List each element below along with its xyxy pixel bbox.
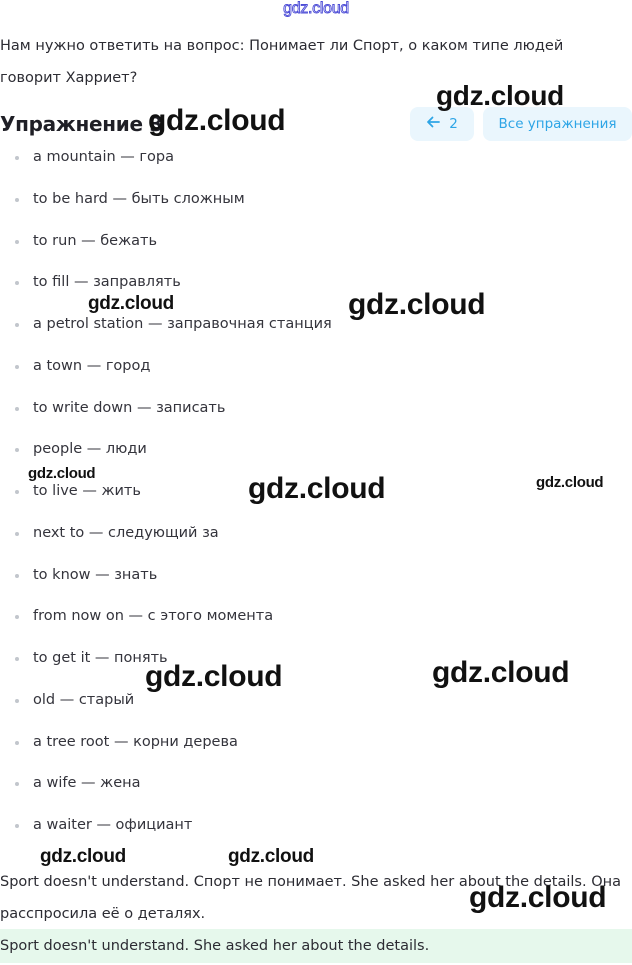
translation-text: Sport doesn't understand. Спорт не понимает. She asked her about the details. Она расспросила её о деталях. <box>0 874 621 922</box>
vocabulary-item: a tree root — корни дерева <box>0 722 600 764</box>
vocabulary-item: to fill — заправлять <box>0 262 600 304</box>
vocabulary-item: to live — жить <box>0 471 600 513</box>
watermark-overlay: gdz.cloud <box>28 465 96 482</box>
vocabulary-item: to get it — понять <box>0 638 600 680</box>
watermark-overlay: gdz.cloud <box>40 846 126 867</box>
watermark-overlay: gdz.cloud <box>88 293 174 314</box>
vocabulary-item: people — люди <box>0 429 600 471</box>
arrow-left-icon <box>426 116 440 132</box>
watermark-overlay: gdz.cloud <box>248 472 386 505</box>
vocabulary-item: a mountain — гора <box>0 137 600 179</box>
watermark-overlay: gdz.cloud <box>145 660 283 693</box>
exercise-title: Упражнение 3 <box>0 112 164 136</box>
watermark-overlay: gdz.cloud <box>148 104 286 137</box>
watermark-overlay: gdz.cloud <box>469 881 607 914</box>
intro-text: Нам нужно ответить на вопрос: Понимает ли Спорт, о каком типе людей говорит Харриет? <box>0 38 564 86</box>
watermark-overlay: gdz.cloud <box>348 288 486 321</box>
top-watermark: gdz.cloud <box>283 0 349 17</box>
vocabulary-item: from now on — с этого момента <box>0 596 600 638</box>
watermark-overlay: gdz.cloud <box>432 656 570 689</box>
vocabulary-item: a waiter — официант <box>0 805 600 847</box>
prev-exercise-label: 2 <box>449 116 458 132</box>
vocabulary-item: to write down — записать <box>0 388 600 430</box>
prev-exercise-button[interactable] <box>410 107 474 141</box>
watermark-overlay: gdz.cloud <box>436 80 564 111</box>
vocabulary-item: a wife — жена <box>0 763 600 805</box>
answer-box: Sport doesn't understand. She asked her about the details. <box>0 929 632 963</box>
vocabulary-item: to run — бежать <box>0 221 600 263</box>
watermark-overlay: gdz.cloud <box>536 474 604 491</box>
vocabulary-item: old — старый <box>0 680 600 722</box>
vocabulary-item: to know — знать <box>0 555 600 597</box>
vocabulary-item: to be hard — быть сложным <box>0 179 600 221</box>
vocabulary-item: a petrol station — заправочная станция <box>0 304 600 346</box>
vocabulary-item: next to — следующий за <box>0 513 600 555</box>
watermark-overlay: gdz.cloud <box>228 846 314 867</box>
vocabulary-item: a town — город <box>0 346 600 388</box>
all-exercises-button[interactable]: Все упражнения <box>483 107 632 141</box>
